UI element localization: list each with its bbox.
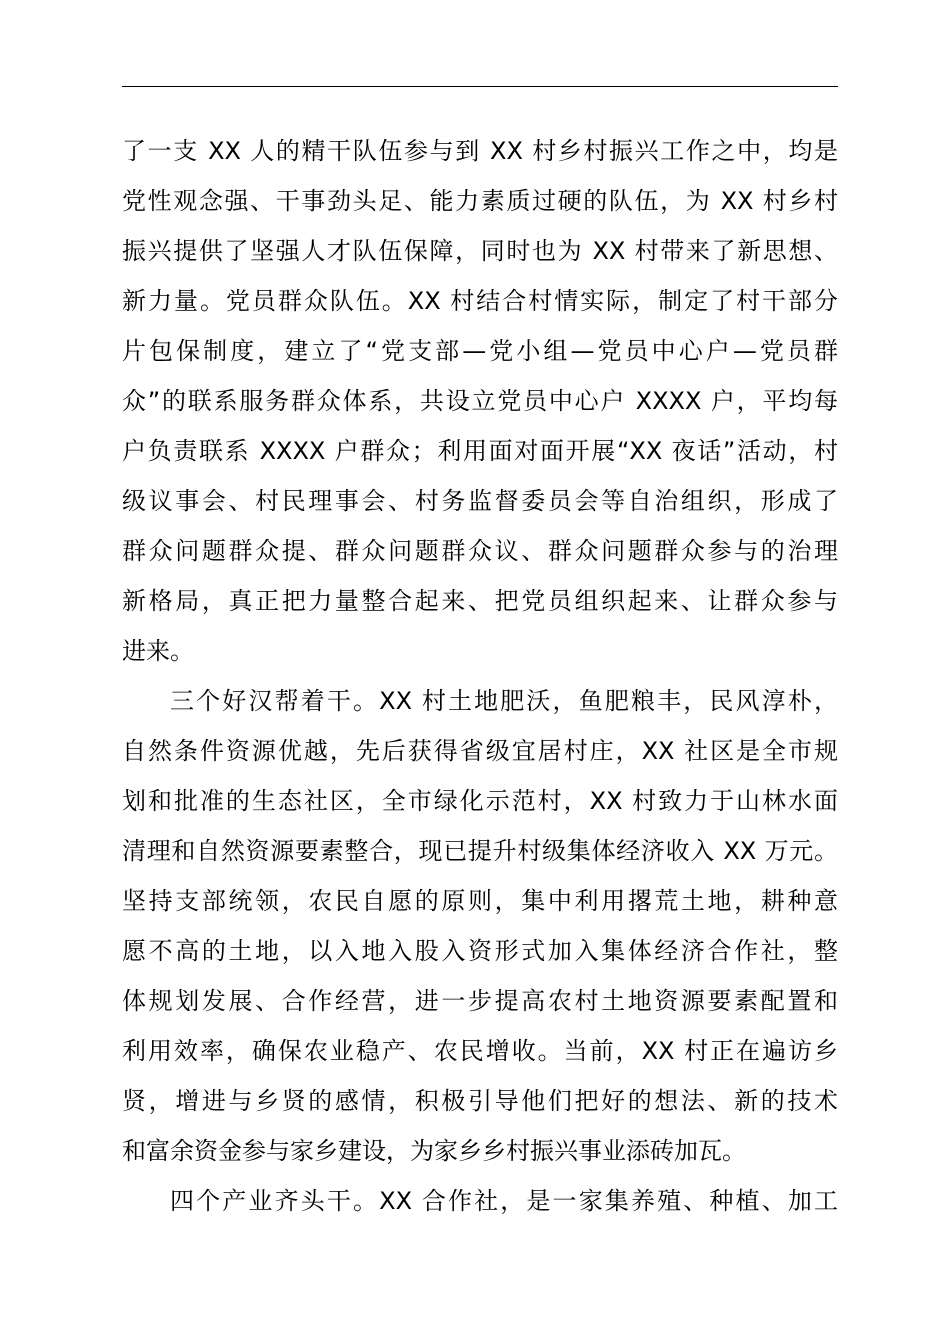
text-line: 划和批准的生态社区，全市绿化示范村，XX 村致力于山林水面: [122, 787, 838, 815]
text-line: 坚持支部统领，农民自愿的原则，集中利用撂荒土地，耕种意: [122, 887, 838, 915]
text-line: 众”的联系服务群众体系，共设立党员中心户 XXXX 户，平均每: [122, 387, 838, 415]
text-line: 愿不高的土地，以入地入股入资形式加入集体经济合作社，整: [122, 937, 838, 965]
text-line: 自然条件资源优越，先后获得省级宜居村庄，XX 社区是全市规: [122, 737, 838, 765]
text-line: 和富余资金参与家乡建设，为家乡乡村振兴事业添砖加瓦。: [122, 1137, 746, 1165]
document-body: [122, 126, 838, 1226]
text-line: 了一支 XX 人的精干队伍参与到 XX 村乡村振兴工作之中，均是: [122, 137, 838, 165]
text-line: 群众问题群众提、群众问题群众议、群众问题群众参与的治理: [122, 537, 838, 565]
header-rule: [122, 86, 838, 87]
text-line: 片包保制度，建立了“党支部—党小组—党员中心户—党员群: [122, 337, 838, 365]
paragraph-start-line: 三个好汉帮着干。XX 村土地肥沃，鱼肥粮丰，民风淳朴，: [170, 687, 838, 715]
text-line: 新格局，真正把力量整合起来、把党员组织起来、让群众参与: [122, 587, 838, 615]
text-line: 贤，增进与乡贤的感情，积极引导他们把好的想法、新的技术: [122, 1087, 838, 1115]
text-line: 户负责联系 XXXX 户群众；利用面对面开展“XX 夜话”活动，村: [122, 437, 838, 465]
text-line: 振兴提供了坚强人才队伍保障，同时也为 XX 村带来了新思想、: [122, 237, 838, 265]
paragraph-start-line: 四个产业齐头干。XX 合作社，是一家集养殖、种植、加工: [170, 1187, 838, 1215]
text-line: 利用效率，确保农业稳产、农民增收。当前，XX 村正在遍访乡: [122, 1037, 838, 1065]
text-line: 级议事会、村民理事会、村务监督委员会等自治组织，形成了: [122, 487, 838, 515]
text-line: 党性观念强、干事劲头足、能力素质过硬的队伍，为 XX 村乡村: [122, 187, 838, 215]
text-line: 进来。: [122, 637, 194, 665]
text-line: 清理和自然资源要素整合，现已提升村级集体经济收入 XX 万元。: [122, 837, 838, 865]
text-line: 新力量。党员群众队伍。XX 村结合村情实际，制定了村干部分: [122, 287, 838, 315]
text-line: 体规划发展、合作经营，进一步提高农村土地资源要素配置和: [122, 987, 838, 1015]
